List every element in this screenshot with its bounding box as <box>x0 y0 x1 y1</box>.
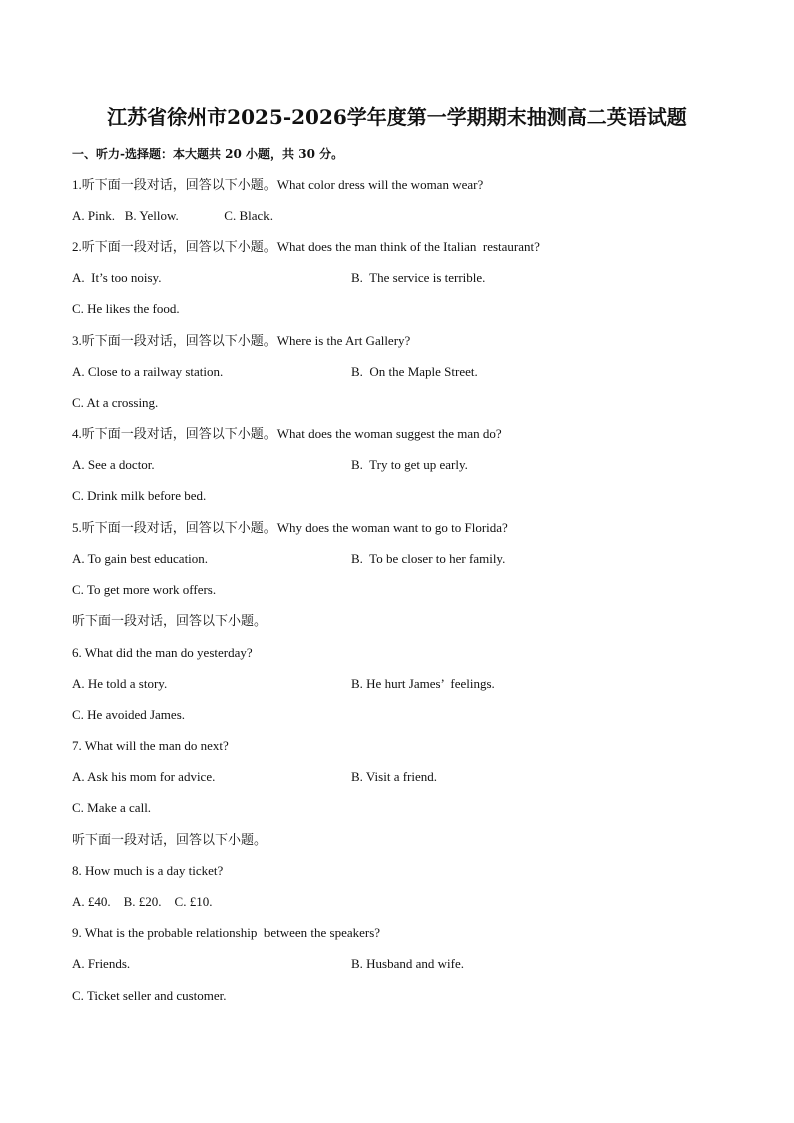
question-5-option-a: A. To gain best education. <box>72 551 209 566</box>
question-5-option-b: B. To be closer to her family. <box>351 551 506 566</box>
question-6-option-a: A. He told a story. <box>72 676 168 691</box>
question-2-option-c: C. He likes the food. <box>72 301 180 316</box>
question-9-option-b: B. Husband and wife. <box>351 956 465 971</box>
question-5-stem: 5.听下面一段对话，回答以下小题。Why does the woman want to go to Florida? <box>72 520 508 535</box>
question-4-option-c: C. Drink milk before bed. <box>72 488 207 503</box>
question-3-option-c: C. At a crossing. <box>72 395 159 410</box>
question-9-option-c: C. Ticket seller and customer. <box>72 988 227 1003</box>
dialogue-intro: 听下面一段对话，回答以下小题。 <box>72 613 268 628</box>
question-6-stem: 6. What did the man do yesterday? <box>72 645 253 660</box>
question-2-option-a: A. It’s too noisy. <box>72 270 162 285</box>
section-heading: 一、听力-选择题：本大题共 20 小题，共 30 分。 <box>72 147 344 161</box>
question-7-stem: 7. What will the man do next? <box>72 738 229 753</box>
question-8-options: A. £40. B. £20. C. £10. <box>72 894 213 909</box>
question-8-stem: 8. How much is a day ticket? <box>72 863 224 878</box>
question-3-stem: 3.听下面一段对话，回答以下小题。Where is the Art Gallery? <box>72 333 411 348</box>
question-2-stem: 2.听下面一段对话，回答以下小题。What does the man think of the Italian restaurant? <box>72 239 540 254</box>
question-7-option-a: A. Ask his mom for advice. <box>72 769 216 784</box>
question-4-stem: 4.听下面一段对话，回答以下小题。What does the woman suggest the man do? <box>72 426 502 441</box>
dialogue-intro: 听下面一段对话，回答以下小题。 <box>72 832 268 847</box>
question-2-option-b: B. The service is terrible. <box>351 270 486 285</box>
question-9-stem: 9. What is the probable relationship between the speakers? <box>72 925 381 940</box>
question-4-option-a: A. See a doctor. <box>72 457 155 472</box>
question-7-option-c: C. Make a call. <box>72 800 152 815</box>
question-6-option-b: B. He hurt James’ feelings. <box>351 676 495 691</box>
question-7-option-b: B. Visit a friend. <box>351 769 437 784</box>
question-3-option-b: B. On the Maple Street. <box>351 364 478 379</box>
question-4-option-b: B. Try to get up early. <box>351 457 468 472</box>
question-9-option-a: A. Friends. <box>72 956 131 971</box>
page-title: 江苏省徐州市2025-2026学年度第一学期期末抽测高二英语试题 <box>107 105 687 129</box>
question-1-stem: 1.听下面一段对话，回答以下小题。What color dress will the woman wear? <box>72 177 484 192</box>
question-1-options: A. Pink. B. Yellow. C. Black. <box>72 208 274 223</box>
question-6-option-c: C. He avoided James. <box>72 707 186 722</box>
question-3-option-a: A. Close to a railway station. <box>72 364 224 379</box>
question-5-option-c: C. To get more work offers. <box>72 582 217 597</box>
